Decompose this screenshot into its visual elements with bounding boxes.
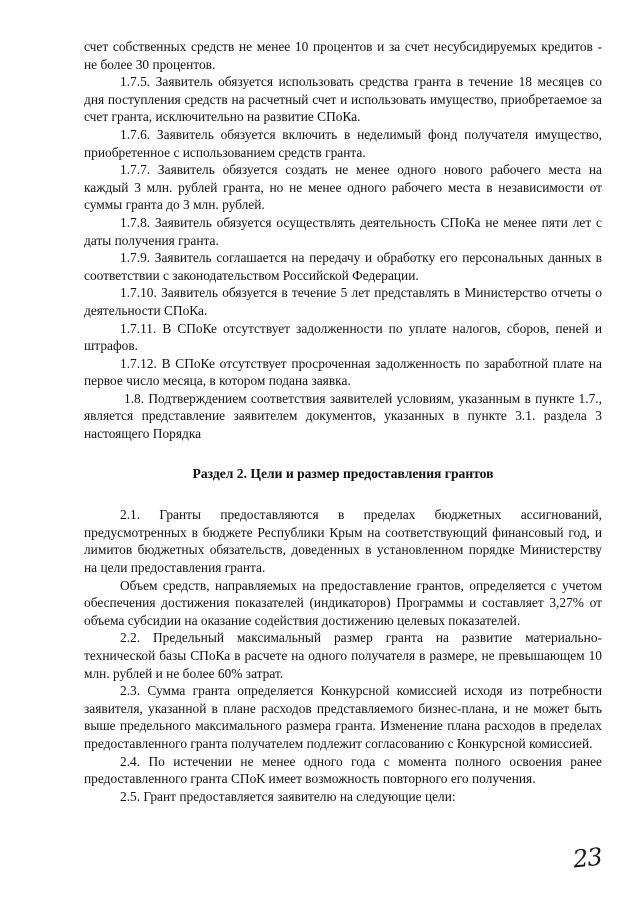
section-heading: Раздел 2. Цели и размер предоставления грантов xyxy=(192,465,494,481)
paragraph-1-7-8: 1.7.8. Заявитель обязуется осуществлять деятельность СПоКа не менее пяти лет с даты получения гранта. xyxy=(84,214,602,248)
paragraph-1-7-12: 1.7.12. В СПоКе отсутствует просроченная задолженность по заработной плате на первое число месяца, в котором подана заявка. xyxy=(84,355,602,389)
paragraph-continuation: счет собственных средств не менее 10 процентов и за счет несубсидируемых кредитов - не более 30 процентов. xyxy=(84,39,602,72)
paragraph-1-7-10: 1.7.10. Заявитель обязуется в течение 5 лет представлять в Министерство отчеты о деятельности СПоКа. xyxy=(84,285,602,318)
paragraph-1-7-6: 1.7.6. Заявитель обязуется включить в неделимый фонд получателя имущество, приобретенное с использованием средств гранта. xyxy=(84,126,602,160)
handwritten-page-number: 23 xyxy=(572,842,604,874)
paragraph-2-3: 2.3. Сумма гранта определяется Конкурсной комиссией исходя из потребности заявителя, указанной в плане расходов представляемого бизнес-плана, и не может быть выше предельного максимального размера гранта. Изменение плана расходов в пределах предоставленного гранта получателем подлежит согласованию с Конкурсной комиссией. xyxy=(84,683,602,751)
paragraph-funding-volume: Объем средств, направляемых на предоставление грантов, определяется с учетом обеспечения достижения показателей (индикаторов) Программы и составляет 3,27% от объема субсидии на оказание содействия достижению целевых показателей. xyxy=(84,577,602,628)
paragraph-1-8: 1.8. Подтверждением соответствия заявителей условиям, указанным в пункте 1.7., является представление заявителем документов, указанных в пункте 3.1. раздела 3 настоящего Порядка xyxy=(84,390,602,442)
paragraph-1-7-5: 1.7.5. Заявитель обязуется использовать средства гранта в течение 18 месяцев со дня поступления средств на расчетный счет и использовать имущество, приобретаемое за счет гранта, исключительно на развитие СПоКа. xyxy=(84,74,602,125)
paragraph-1-7-9: 1.7.9. Заявитель соглашается на передачу и обработку его персональных данных в соответствии с законодательством Российской Федерации. xyxy=(84,250,602,283)
paragraph-1-7-7: 1.7.7. Заявитель обязуется создать не менее одного нового рабочего места на каждый 3 млн. рублей гранта, но не менее одного рабочего места в независимости от суммы гранта до 3 млн. рублей. xyxy=(84,162,602,213)
paragraph-2-5: 2.5. Грант предоставляется заявителю на следующие цели: xyxy=(120,788,456,804)
paragraph-1-7-11: 1.7.11. В СПоКе отсутствует задолженности по уплате налогов, сборов, пеней и штрафов. xyxy=(84,320,602,354)
paragraph-2-2: 2.2. Предельный максимальный размер гранта на развитие материально-технической базы СПоКа в расчете на одного получателя в размере, не превышающем 10 млн. рублей и не более 60% затрат. xyxy=(84,630,602,681)
paragraph-2-1: 2.1. Гранты предоставляются в пределах бюджетных ассигнований, предусмотренных в бюджете Республики Крым на соответствующий финансовый год, и лимитов бюджетных обязательств, доведенных в установленном порядке Министерству на цели предоставления гранта. xyxy=(84,507,602,576)
paragraph-2-4: 2.4. По истечении не менее одного года с момента полного освоения ранее предоставленного гранта СПоК имеет возможность повторного его получения. xyxy=(84,753,602,787)
document-body xyxy=(84,38,602,805)
